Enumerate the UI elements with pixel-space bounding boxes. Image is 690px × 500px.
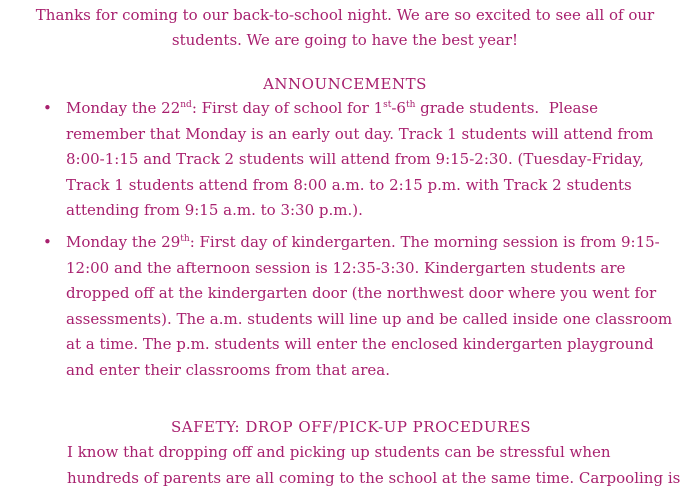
safety-line: hundreds of parents are all coming to the school at the same time. Carpooling is — [67, 468, 681, 487]
announcement-line — [66, 96, 676, 122]
announcement-line: Track 1 students attend from 8:00 a.m. to 2:15 p.m. with Track 2 students — [66, 175, 632, 194]
announcement-line: dropped off at the kindergarten door (the northwest door where you went for — [66, 284, 657, 303]
announcement-list — [36, 230, 676, 384]
superscript: th — [405, 100, 416, 110]
announcement-line: 8:00-1:15 and Track 2 students will attend from 9:15-2:30. (Tuesday-Friday, — [66, 150, 644, 169]
announcement-line: 12:00 and the afternoon session is 12:35-3:30. Kindergarten students are — [66, 258, 626, 277]
safety-heading: SAFETY: DROP OFF/PICK-UP PROCEDURES — [171, 418, 531, 436]
intro-line: Thanks for coming to our back-to-school night. We are so excited to see all of our — [35, 6, 655, 24]
announcement-line: attending from 9:15 a.m. to 3:30 p.m.). — [66, 201, 363, 220]
intro-paragraph — [0, 3, 690, 53]
text-segment: -6 — [391, 99, 406, 117]
announcement-item-first-day — [36, 96, 676, 224]
text-segment: : First day of kindergarten. The morning session is from 9:15- — [189, 233, 660, 251]
text-segment: : First day of school for 1 — [191, 99, 384, 117]
announcement-line: assessments). The a.m. students will line up and be called inside one classroom — [66, 309, 673, 328]
bullet-icon: • — [43, 233, 52, 251]
text-segment: Monday the 29 — [66, 233, 181, 251]
announcement-line: remember that Monday is an early out day. Track 1 students will attend from — [66, 124, 654, 143]
superscript: st — [383, 100, 392, 110]
announcement-line — [66, 230, 676, 256]
announcements-heading: ANNOUNCEMENTS — [263, 75, 427, 93]
text-segment: Monday the 22 — [66, 99, 181, 117]
announcement-item-kindergarten — [36, 230, 676, 384]
safety-line: I know that dropping off and picking up students can be stressful when — [67, 443, 611, 461]
announcement-list — [36, 96, 676, 224]
announcement-line: at a time. The p.m. students will enter the enclosed kindergarten playground — [66, 335, 654, 354]
bullet-icon: • — [43, 99, 52, 117]
safety-paragraph — [67, 440, 687, 491]
text-segment: grade students. Please — [415, 99, 598, 117]
intro-line: students. We are going to have the best year! — [171, 31, 519, 49]
superscript: nd — [180, 100, 192, 110]
superscript: th — [180, 234, 190, 244]
announcement-line: and enter their classrooms from that area. — [66, 360, 390, 379]
